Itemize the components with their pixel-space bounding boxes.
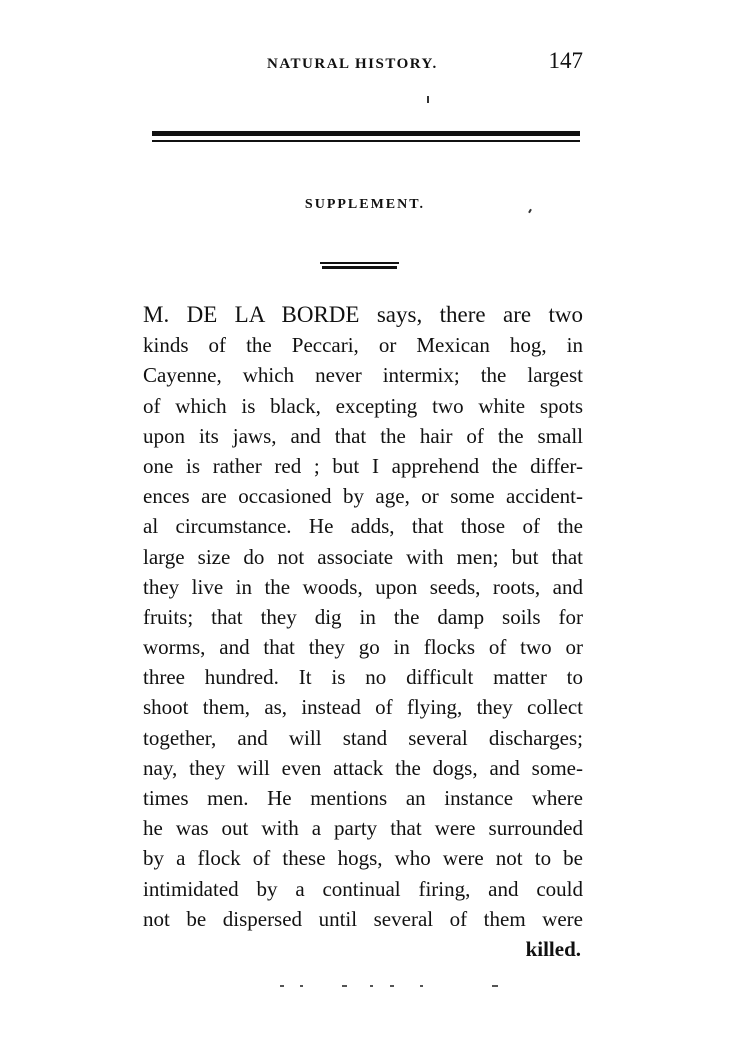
running-head [150, 48, 585, 78]
text-line: upon its jaws, and that the hair of the small [143, 423, 583, 448]
text-line: they live in the woods, upon seeds, roots, and [143, 574, 583, 599]
text-line: intimidated by a continual firing, and could [143, 876, 583, 901]
text-line: shoot them, as, instead of flying, they collect [143, 695, 583, 720]
text-line: fruits; that they dig in the damp soils for [143, 604, 583, 629]
text-line: ences are occasioned by age, or some accident- [143, 484, 583, 509]
text-line: not be dispersed until several of them were [143, 906, 583, 931]
text-line: worms, and that they go in flocks of two or [143, 635, 583, 660]
speck [280, 985, 284, 987]
body-paragraph [143, 300, 583, 964]
text-line: M. DE LA BORDE says, there are two [143, 302, 583, 327]
bottom-specks [280, 985, 500, 991]
rule-thin [152, 140, 580, 142]
rule-thick [152, 131, 580, 136]
short-rule-bottom [322, 266, 397, 269]
text-line: times men. He mentions an instance where [143, 786, 583, 810]
short-rule-top [320, 262, 399, 264]
text-line: al circumstance. He adds, that those of the [143, 514, 583, 539]
short-rule-divider [320, 262, 399, 271]
text-line: by a flock of these hogs, who were not to be [143, 846, 583, 871]
text-line: large size do not associate with men; but that [143, 544, 583, 569]
catchword: killed. [525, 936, 581, 961]
speck [370, 985, 373, 987]
stray-mark [427, 96, 429, 103]
speck [492, 985, 498, 987]
text-line: three hundred. It is no difficult matter to [143, 665, 583, 690]
speck [342, 985, 347, 987]
text-line: kinds of the Peccari, or Mexican hog, in [143, 333, 583, 358]
text-line: one is rather red ; but I apprehend the differ- [143, 453, 583, 478]
text-line: he was out with a party that were surrounded [143, 816, 583, 841]
text-line: nay, they will even attack the dogs, and some- [143, 755, 583, 780]
speck [300, 985, 303, 987]
text-line: Cayenne, which never intermix; the largest [143, 363, 583, 388]
text-line: together, and will stand several discharges; [143, 725, 583, 750]
running-title: NATURAL HISTORY. [267, 56, 438, 72]
double-rule-divider [152, 131, 580, 144]
speck [420, 985, 423, 987]
speck [390, 985, 394, 987]
section-heading: SUPPLEMENT. [304, 197, 426, 212]
page-number: 147 [548, 48, 583, 73]
text-line: of which is black, excepting two white spots [143, 393, 583, 418]
